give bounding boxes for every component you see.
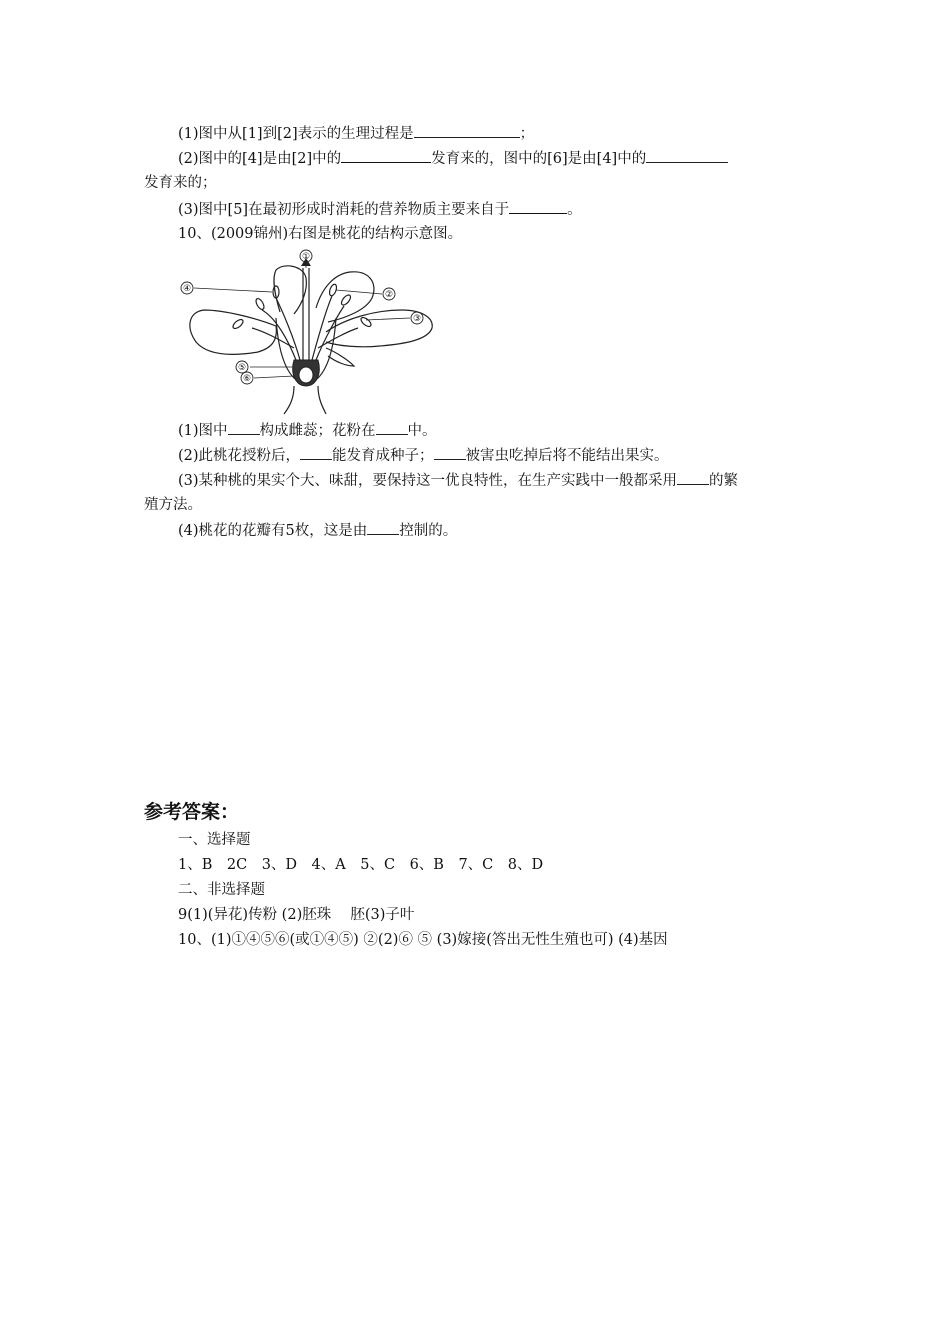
answer-blank[interactable]	[341, 148, 431, 163]
q9-line-4	[178, 199, 582, 220]
answers-choices: 1、B 2C 3、D 4、A 5、C 6、B 7、C 8、D	[178, 857, 544, 873]
label-5: ⑤	[237, 363, 247, 373]
answers-section-2: 二、非选择题	[178, 882, 265, 898]
q10-p2-end: 被害虫吃掉后将不能结出果实。	[465, 448, 669, 464]
q10-p2-text-b: 能发育成种子；	[332, 448, 434, 464]
q10-p3-end: 殖方法。	[144, 497, 202, 513]
answers-heading: 参考答案：	[144, 801, 240, 823]
label-6: ⑥	[242, 374, 252, 384]
ovule	[299, 367, 313, 383]
stamen-filament	[252, 328, 294, 348]
peach-flower-diagram	[176, 248, 446, 418]
anther	[340, 293, 352, 306]
q10-p1-text-b: 构成雌蕊；花粉在	[259, 423, 376, 439]
stamen-filament	[276, 298, 300, 360]
q9-line-2-text-b: 发育来的，图中的[6]是由[4]中的	[431, 151, 647, 167]
q10-part-3-cont	[144, 495, 202, 515]
q10-part-4	[178, 520, 457, 541]
stamen-filament	[312, 296, 332, 360]
sepal	[326, 348, 354, 366]
q9-line-4-end: 。	[567, 202, 582, 218]
answer-blank[interactable]	[367, 520, 399, 535]
label-4: ④	[182, 284, 192, 294]
answer-blank[interactable]	[509, 199, 567, 214]
q9-line-3	[144, 173, 217, 193]
q10-p1-text: (1)图中	[178, 423, 228, 439]
q10-p2-text: (2)此桃花授粉后，	[178, 448, 301, 464]
q10-part-1	[178, 420, 437, 441]
anther	[231, 318, 244, 330]
q9-line-3-text: 发育来的；	[144, 175, 217, 191]
q10-part-2	[178, 445, 669, 466]
answers-q9: 9(1)(异花)传粉 (2)胚珠 胚(3)子叶	[178, 907, 415, 923]
answers-q10: 10、(1)①④⑤⑥(或①④⑤) ②(2)⑥ ⑤ (3)嫁接(答出无性生殖也可) (4)基因	[178, 932, 668, 948]
q9-line-2	[178, 148, 728, 169]
anther	[359, 316, 372, 328]
q9-line-1-end: ；	[519, 126, 535, 142]
q10-title	[178, 224, 462, 244]
label-3: ③	[412, 314, 422, 324]
q10-part-3	[178, 470, 738, 491]
answer-blank[interactable]	[677, 470, 709, 485]
answer-blank[interactable]	[414, 123, 520, 138]
answer-blank[interactable]	[376, 420, 408, 435]
stamen-filament	[262, 310, 296, 360]
q10-p4-end: 控制的。	[399, 523, 458, 539]
q10-p3-text-b: 的繁	[709, 473, 739, 489]
label-1: ①	[301, 252, 311, 262]
q10-p1-end: 中。	[407, 423, 437, 439]
answers-section-1: 一、选择题	[178, 832, 251, 848]
q9-line-1-text: (1)图中从[1]到[2]表示的生理过程是	[178, 126, 414, 142]
q10-p3-text: (3)某种桃的果实个大、味甜，要保持这一优良特性，在生产实践中一般都采用	[178, 473, 678, 489]
answer-blank[interactable]	[228, 420, 260, 435]
q9-line-2-text: (2)图中的[4]是由[2]中的	[178, 151, 342, 167]
answer-blank[interactable]	[300, 445, 332, 460]
q9-line-4-text: (3)图中[5]在最初形成时消耗的营养物质主要来自于	[178, 202, 510, 218]
answer-blank[interactable]	[434, 445, 466, 460]
q10-p4-text: (4)桃花的花瓣有5枚，这是由	[178, 523, 368, 539]
label-2: ②	[384, 290, 394, 300]
q10-title-text: 10、(2009锦州)右图是桃花的结构示意图。	[178, 226, 463, 242]
q9-line-1	[178, 123, 534, 144]
anther	[254, 297, 265, 310]
stalk	[284, 386, 326, 414]
answer-blank[interactable]	[646, 148, 728, 163]
